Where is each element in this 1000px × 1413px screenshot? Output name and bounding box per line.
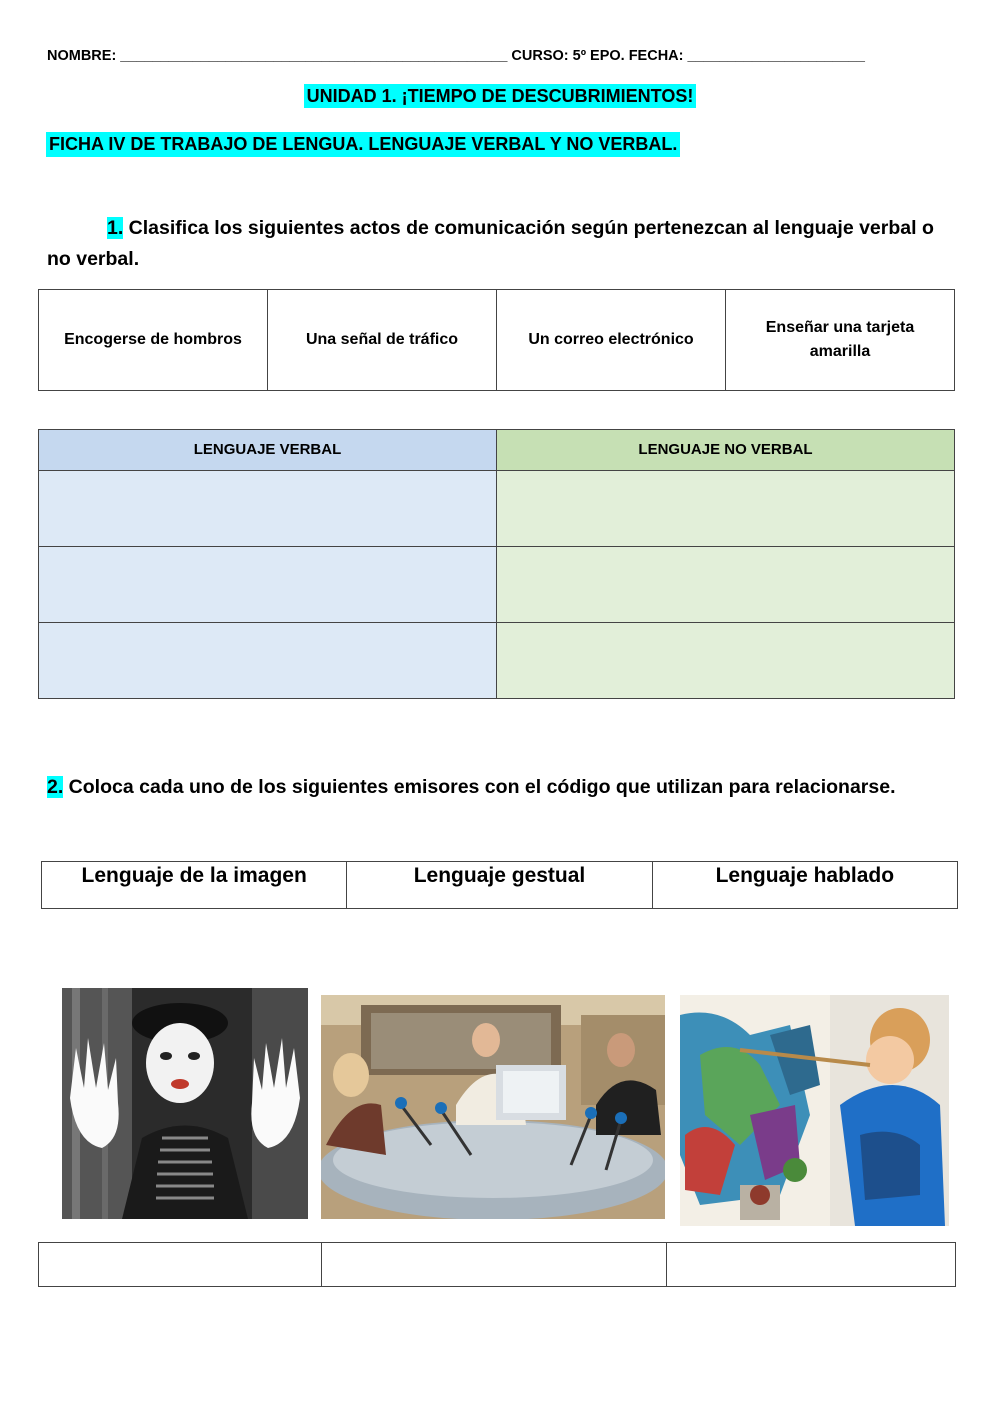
code-cell[interactable]: Lenguaje de la imagen xyxy=(42,862,347,909)
act-cell[interactable]: Un correo electrónico xyxy=(497,290,726,391)
question-2 xyxy=(47,772,957,803)
verbal-language-header: LENGUAJE VERBAL xyxy=(39,430,497,471)
classification-table xyxy=(38,429,955,699)
unit-title-text: UNIDAD 1. ¡TIEMPO DE DESCUBRIMIENTOS! xyxy=(304,84,697,108)
question-2-text: Coloca cada uno de los siguientes emisores con el código que utilizan para relacionarse. xyxy=(63,776,896,798)
act-cell[interactable]: Encogerse de hombros xyxy=(39,290,268,391)
answer-cell[interactable] xyxy=(322,1243,667,1287)
code-cell[interactable]: Lenguaje hablado xyxy=(652,862,957,909)
nonverbal-answer-cell[interactable] xyxy=(497,623,955,699)
act-cell[interactable]: Enseñar una tarjeta amarilla xyxy=(726,290,955,391)
act-cell[interactable]: Una señal de tráfico xyxy=(268,290,497,391)
question-1-number: 1. xyxy=(107,217,124,239)
answer-cell[interactable] xyxy=(667,1243,956,1287)
child-painting-image xyxy=(680,995,949,1226)
worksheet-title: FICHA IV DE TRABAJO DE LENGUA. LENGUAJE VERBAL Y NO VERBAL. xyxy=(46,132,680,157)
answers-table xyxy=(38,1242,956,1287)
verbal-answer-cell[interactable] xyxy=(39,471,497,547)
nonverbal-answer-cell[interactable] xyxy=(497,547,955,623)
radio-studio-photo xyxy=(321,995,665,1219)
code-cell[interactable]: Lenguaje gestual xyxy=(347,862,652,909)
nonverbal-answer-cell[interactable] xyxy=(497,471,955,547)
child-painting-photo xyxy=(680,995,949,1226)
language-codes-table xyxy=(41,861,958,909)
radio-studio-image xyxy=(321,995,665,1219)
verbal-answer-cell[interactable] xyxy=(39,623,497,699)
mime-photo xyxy=(62,988,308,1219)
answer-cell[interactable] xyxy=(39,1243,322,1287)
nonverbal-language-header: LENGUAJE NO VERBAL xyxy=(497,430,955,471)
question-1 xyxy=(47,213,957,275)
question-1-text: Clasifica los siguientes actos de comunicación según pertenezcan al lenguaje verbal o no verbal. xyxy=(47,217,934,270)
communication-acts-table xyxy=(38,289,955,391)
question-2-number: 2. xyxy=(47,776,64,798)
mime-image xyxy=(62,988,308,1219)
unit-title xyxy=(0,86,1000,107)
verbal-answer-cell[interactable] xyxy=(39,547,497,623)
student-info-line: NOMBRE: ________________________________________________ CURSO: 5º EPO. FECHA: ______________________ xyxy=(47,48,865,64)
